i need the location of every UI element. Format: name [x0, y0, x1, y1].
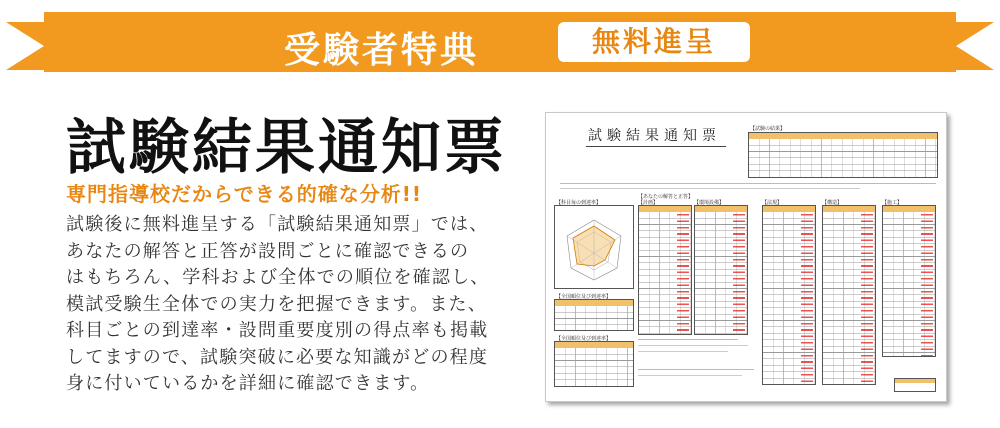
- answer-table-environment: [694, 205, 748, 335]
- free-badge: [558, 22, 750, 62]
- answer-table-construction: [882, 205, 936, 357]
- section-label: 【全国順位及び到達率】: [556, 336, 612, 342]
- answer-table-structure: [822, 205, 876, 385]
- issuer-stamp: [894, 378, 936, 392]
- notice-line: [560, 183, 936, 184]
- sample-report-image: [545, 112, 947, 402]
- ranking-table-2: [554, 341, 634, 387]
- answer-table-law: [762, 205, 816, 385]
- banner-title: 受験者特典: [284, 30, 480, 71]
- column-label: 【構造】: [822, 200, 843, 206]
- section-label: 【試験の結果】: [750, 126, 786, 132]
- description-line: 試験後に無料進呈する「試験結果通知票」では、: [66, 214, 489, 235]
- footnote-line: [638, 375, 742, 376]
- section-label: 【全国順位及び到達率】: [556, 294, 612, 300]
- report-title-underline: [586, 146, 726, 147]
- banner: [44, 12, 956, 72]
- description: [66, 212, 516, 398]
- section-label: 【あなたの解答と正答】: [638, 194, 694, 200]
- description-line: はもちろん、学科および全体での順位を確認し、: [66, 267, 490, 288]
- column-label: 【環境設備】: [694, 200, 725, 206]
- free-badge-label: 無料進呈: [591, 25, 716, 58]
- footnote-line: [638, 345, 748, 346]
- ranking-table: [554, 299, 634, 331]
- section-label: 【科目毎の到達率】: [556, 200, 602, 206]
- description-line: してますので、試験突破に必要な知識がどの程度: [66, 346, 489, 368]
- column-label: 【法規】: [762, 200, 783, 206]
- report-title: 試験結果通知票: [588, 128, 721, 144]
- subheading: 専門指導校だからできる的確な分析!!: [66, 182, 423, 206]
- radar-chart-icon: [555, 206, 633, 288]
- footnote-line: [638, 369, 754, 370]
- results-table: [748, 132, 938, 178]
- description-line: あなたの解答と正答が設問ごとに確認できるの: [66, 240, 470, 262]
- radar-panel: [554, 205, 634, 289]
- description-line: 身に付いているかを詳細に確認できます。: [66, 373, 430, 394]
- column-label: 【施工】: [882, 200, 903, 206]
- notice-line: [560, 188, 860, 189]
- footnote-line: [638, 339, 738, 340]
- description-line: 模試受験生全体での実力を把握できます。また、: [66, 293, 487, 315]
- footnote-line: [638, 351, 728, 352]
- column-label: 【計画】: [638, 200, 659, 206]
- answer-table-planning: [638, 205, 692, 335]
- description-line: 科目ごとの到達率・設問重要度別の得点率も掲載: [66, 320, 489, 341]
- page-heading: 試験結果通知票: [66, 113, 507, 183]
